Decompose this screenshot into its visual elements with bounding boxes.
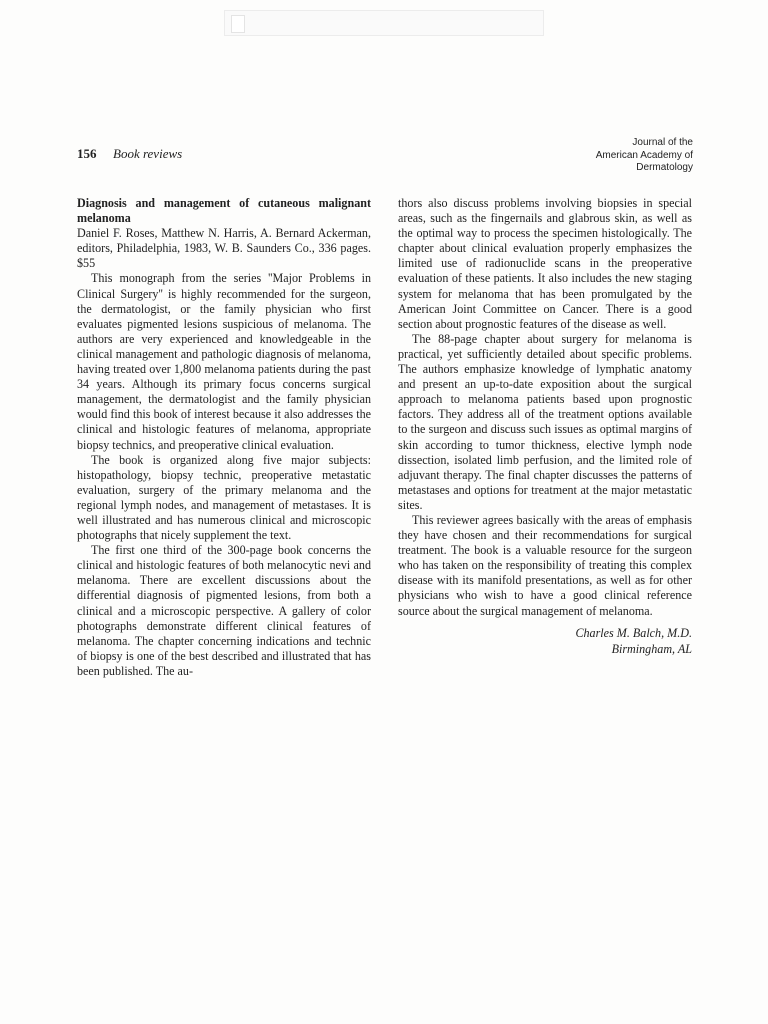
- journal-line: Journal of the: [632, 137, 693, 148]
- section-title: Book reviews: [113, 146, 183, 161]
- right-column: [398, 196, 692, 657]
- page-number: 156: [77, 146, 97, 161]
- journal-line: Dermatology: [636, 162, 693, 173]
- journal-line: American Academy of: [595, 149, 693, 161]
- reviewer-location: Birmingham, AL: [611, 641, 692, 656]
- journal-name: [493, 137, 693, 175]
- page-thumbnail-icon[interactable]: [231, 15, 245, 33]
- paragraph: This monograph from the series ''Major Problems in Clinical Surgery'' is highly recommended for the surgeon, the dermatologist, or the family physician who first evaluates pigmented lesions suspicious of melanoma. The authors are very experienced and knowledgeable in the clinical management and pathologic diagnosis of melanoma, having treated over 1,800 melanoma patients during the past 34 years. Although its primary focus concerns surgical management, the dermatologist and the family physician would find this book of interest because it also addresses the clinical and histologic features of melanoma, appropriate biopsy technics, and preoperative clinical evaluation.: [77, 271, 371, 452]
- reviewer-name: Charles M. Balch, M.D.: [575, 625, 692, 640]
- left-column: [77, 196, 371, 679]
- paragraph: The book is organized along five major subjects: histopathology, biopsy technic, preoperative metastatic evaluation, surgery of the primary melanoma and the regional lymph nodes, and management of metastases. It is well illustrated and has numerous clinical and microscopic photographs that nicely supplement the text.: [77, 452, 371, 543]
- paragraph: The first one third of the 300-page book concerns the clinical and histologic features of both melanocytic nevi and melanoma. There are excellent discussions about the differential diagnosis of pigmented lesions, from both a clinical and a microscopic perspective. A gallery of color photographs demonstrate different clinical features of melanoma. The chapter concerning indications and technic of biopsy is one of the best described and illustrated that has been published. The au-: [77, 543, 371, 678]
- paragraph: The 88-page chapter about surgery for melanoma is practical, yet sufficiently detailed about specific problems. The authors emphasize knowledge of lymphatic anatomy and present an up-to-date exposition about the surgical approach to melanoma patients based upon prognostic factors. They address all of the treatment options available to the surgeon and discuss such issues as optimal margins of skin according to tumor thickness, elective lymph node dissection, isolated limb perfusion, and the limited role of adjuvant therapy. The final chapter discusses the patterns of metastases and options for treatment at the major metastatic sites.: [398, 331, 692, 512]
- paragraph: This reviewer agrees basically with the areas of emphasis they have chosen and their recommendations for surgical treatment. The book is a valuable resource for the surgeon who has taken on the responsibility of treating this complex disease with its manifold presentations, as well as for other physicians who wish to have a good clinical reference source about the surgical management of melanoma.: [398, 512, 692, 618]
- reviewer-signature: [398, 625, 692, 657]
- viewer-toolbar: [224, 10, 544, 36]
- paragraph: thors also discuss problems involving biopsies in special areas, such as the fingernails and glabrous skin, as well as the optimal way to process the specimen histologically. The chapter about clinical evaluation properly emphasizes the limited use of radionuclide scans in the preoperative evaluation of these patients. It also includes the new staging system for melanoma that has been promulgated by the American Joint Committee on Cancer. There is a good section about prognostic features of the disease as well.: [398, 196, 692, 331]
- review-title: Diagnosis and management of cutaneous malignant melanoma: [77, 196, 371, 226]
- review-citation: Daniel F. Roses, Matthew N. Harris, A. Bernard Ackerman, editors, Philadelphia, 1983, W. B. Saunders Co., 336 pages. $55: [77, 226, 371, 271]
